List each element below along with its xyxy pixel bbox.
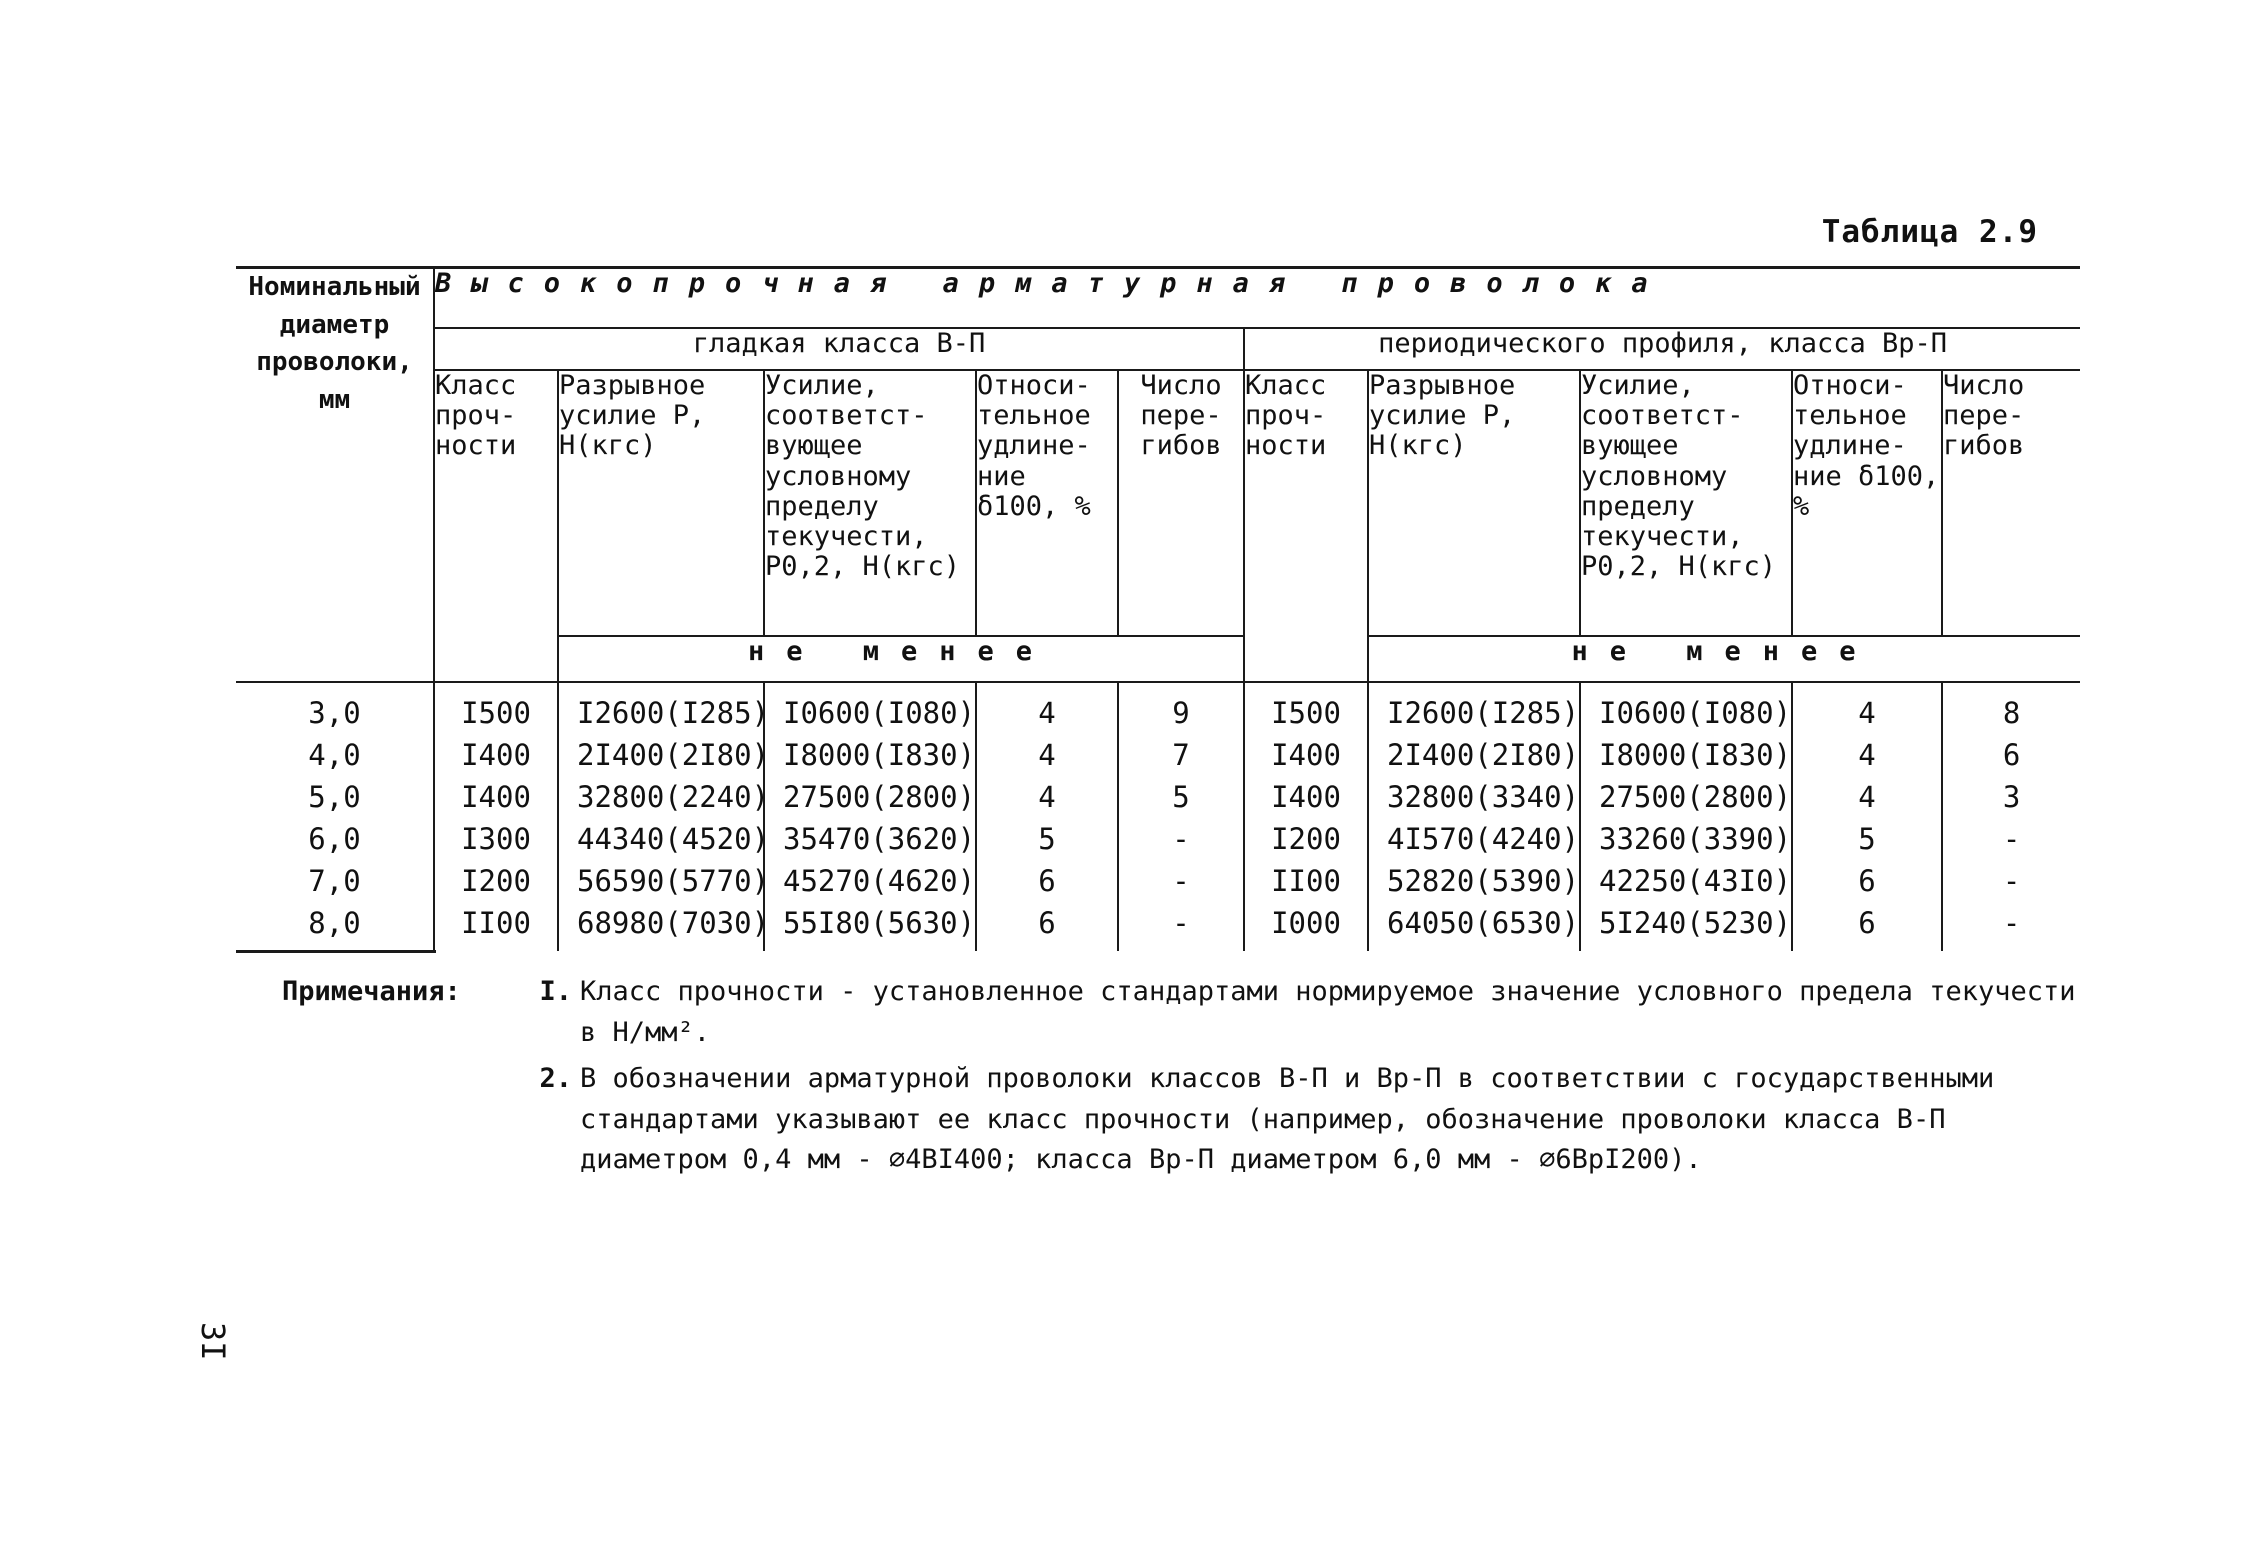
diameter-header <box>236 268 434 637</box>
group-title: Высокопрочная арматурная проволока <box>434 268 2080 329</box>
note-item <box>282 972 2082 1053</box>
strength-class-cell: I000 <box>1244 907 1368 951</box>
wire-spec-table <box>236 266 2080 951</box>
note-item <box>532 1059 2082 1181</box>
yield-force-cell: 55I80(5630) <box>764 907 976 951</box>
notes-block <box>282 972 2082 1181</box>
elongation-cell: 5 <box>976 823 1118 865</box>
col-strength-class: Класс проч- ности <box>434 370 558 636</box>
col-bends: Число пере- гибов <box>1118 370 1244 636</box>
diameter-cell: 8,0 <box>308 906 361 940</box>
elongation-cell: 4 <box>1792 682 1942 739</box>
yield-force-cell: 35470(3620) <box>764 823 976 865</box>
table-row <box>236 865 2080 907</box>
bends-cell: 5 <box>1118 781 1244 823</box>
col-yield-force: Усилие, соответст- вующее условному пределу текучести, Р0,2, Н(кгс) <box>764 370 976 636</box>
bends-cell: - <box>1118 865 1244 907</box>
yield-force-cell: 33260(3390) <box>1580 823 1792 865</box>
strength-class-cell: I200 <box>1244 823 1368 865</box>
breaking-force-cell: 2I400(2I80) <box>1368 739 1580 781</box>
col-breaking-force: Разрывное усилие Р, Н(кгс) <box>1368 370 1580 636</box>
table-row <box>236 781 2080 823</box>
table-bottom-rule <box>236 950 436 953</box>
strength-class-cell: I500 <box>1244 682 1368 739</box>
elongation-cell: 6 <box>1792 907 1942 951</box>
elongation-cell: 4 <box>1792 739 1942 781</box>
breaking-force-cell: 44340(4520) <box>558 823 764 865</box>
bends-cell: - <box>1118 907 1244 951</box>
table-row <box>236 907 2080 951</box>
table-row <box>236 739 2080 781</box>
bends-cell: 9 <box>1118 682 1244 739</box>
diameter-head-line: мм <box>318 385 351 416</box>
not-less-label: не менее <box>558 636 1244 682</box>
col-bends: Число пере- гибов <box>1942 370 2080 636</box>
breaking-force-cell: 32800(2240) <box>558 781 764 823</box>
yield-force-cell: I0600(I080) <box>764 682 976 739</box>
note-number: 2. <box>539 1063 572 1094</box>
diameter-head-line: Номинальный <box>248 272 421 302</box>
breaking-force-cell: 32800(3340) <box>1368 781 1580 823</box>
yield-force-cell: I8000(I830) <box>764 739 976 781</box>
periodic-wire-title: периодического профиля, класса Вр-П <box>1244 328 2080 370</box>
bends-cell: - <box>1942 907 2080 951</box>
yield-force-cell: I0600(I080) <box>1580 682 1792 739</box>
elongation-cell: 6 <box>1792 865 1942 907</box>
bends-cell: 3 <box>1942 781 2080 823</box>
bends-cell: - <box>1942 865 2080 907</box>
diameter-cell: 4,0 <box>308 738 361 772</box>
strength-class-cell: II00 <box>1244 865 1368 907</box>
smooth-wire-title: гладкая класса В-П <box>434 328 1244 370</box>
yield-force-cell: 27500(2800) <box>1580 781 1792 823</box>
elongation-cell: 6 <box>976 907 1118 951</box>
breaking-force-cell: I2600(I285) <box>558 682 764 739</box>
bends-cell: - <box>1942 823 2080 865</box>
diameter-cell: 7,0 <box>308 864 361 898</box>
yield-force-cell: 5I240(5230) <box>1580 907 1792 951</box>
col-elongation: Относи- тельное удлине- ние δ100, % <box>1792 370 1942 636</box>
breaking-force-cell: 4I570(4240) <box>1368 823 1580 865</box>
table-caption: Таблица 2.9 <box>1821 214 2038 250</box>
col-yield-force: Усилие, соответст- вующее условному пределу текучести, Р0,2, Н(кгс) <box>1580 370 1792 636</box>
breaking-force-cell: 52820(5390) <box>1368 865 1580 907</box>
table-container <box>236 266 2080 951</box>
table-body <box>236 682 2080 951</box>
col-breaking-force: Разрывное усилие Р, Н(кгс) <box>558 370 764 636</box>
diameter-cell: 5,0 <box>308 780 361 814</box>
breaking-force-cell: 68980(7030) <box>558 907 764 951</box>
table-row <box>236 682 2080 739</box>
bends-cell: 8 <box>1942 682 2080 739</box>
elongation-cell: 6 <box>976 865 1118 907</box>
breaking-force-cell: 56590(5770) <box>558 865 764 907</box>
elongation-cell: 4 <box>976 739 1118 781</box>
breaking-force-cell: 64050(6530) <box>1368 907 1580 951</box>
col-strength-class: Класс проч- ности <box>1244 370 1368 636</box>
bends-cell: 7 <box>1118 739 1244 781</box>
elongation-cell: 4 <box>976 682 1118 739</box>
elongation-cell: 4 <box>976 781 1118 823</box>
strength-class-cell: I500 <box>434 682 558 739</box>
yield-force-cell: 45270(4620) <box>764 865 976 907</box>
note-number: I. <box>539 976 572 1007</box>
diameter-cell: 6,0 <box>308 822 361 856</box>
strength-class-cell: I200 <box>434 865 558 907</box>
table-row <box>236 823 2080 865</box>
strength-class-cell: II00 <box>434 907 558 951</box>
yield-force-cell: I8000(I830) <box>1580 739 1792 781</box>
bends-cell: 6 <box>1942 739 2080 781</box>
note-text: Класс прочности - установленное стандартами нормируемое значение условного предела текучести в Н/мм². <box>580 976 2076 1048</box>
diameter-cell: 3,0 <box>308 696 361 730</box>
diameter-head-line: проволоки, <box>256 347 413 378</box>
diameter-head-line: диаметр <box>279 309 390 340</box>
breaking-force-cell: I2600(I285) <box>1368 682 1580 739</box>
page-number: 3I <box>194 1322 232 1361</box>
note-text: В обозначении арматурной проволоки классов В-П и Вр-П в соответствии с государственными стандартами указывают ее класс прочности (например, обозначение проволоки класса В-П диаметром 0,4 мм - ∅4ВI400; класса Вр-П диаметром 6,0 мм - ∅6ВрI200). <box>580 1063 1995 1175</box>
strength-class-cell: I400 <box>434 739 558 781</box>
strength-class-cell: I400 <box>1244 781 1368 823</box>
notes-heading: Примечания: <box>282 976 461 1007</box>
breaking-force-cell: 2I400(2I80) <box>558 739 764 781</box>
bends-cell: - <box>1118 823 1244 865</box>
elongation-cell: 4 <box>1792 781 1942 823</box>
strength-class-cell: I400 <box>434 781 558 823</box>
elongation-cell: 5 <box>1792 823 1942 865</box>
strength-class-cell: I300 <box>434 823 558 865</box>
yield-force-cell: 27500(2800) <box>764 781 976 823</box>
yield-force-cell: 42250(43I0) <box>1580 865 1792 907</box>
strength-class-cell: I400 <box>1244 739 1368 781</box>
col-elongation: Относи- тельное удлине- ние δ100, % <box>976 370 1118 636</box>
not-less-label: не менее <box>1368 636 2080 682</box>
